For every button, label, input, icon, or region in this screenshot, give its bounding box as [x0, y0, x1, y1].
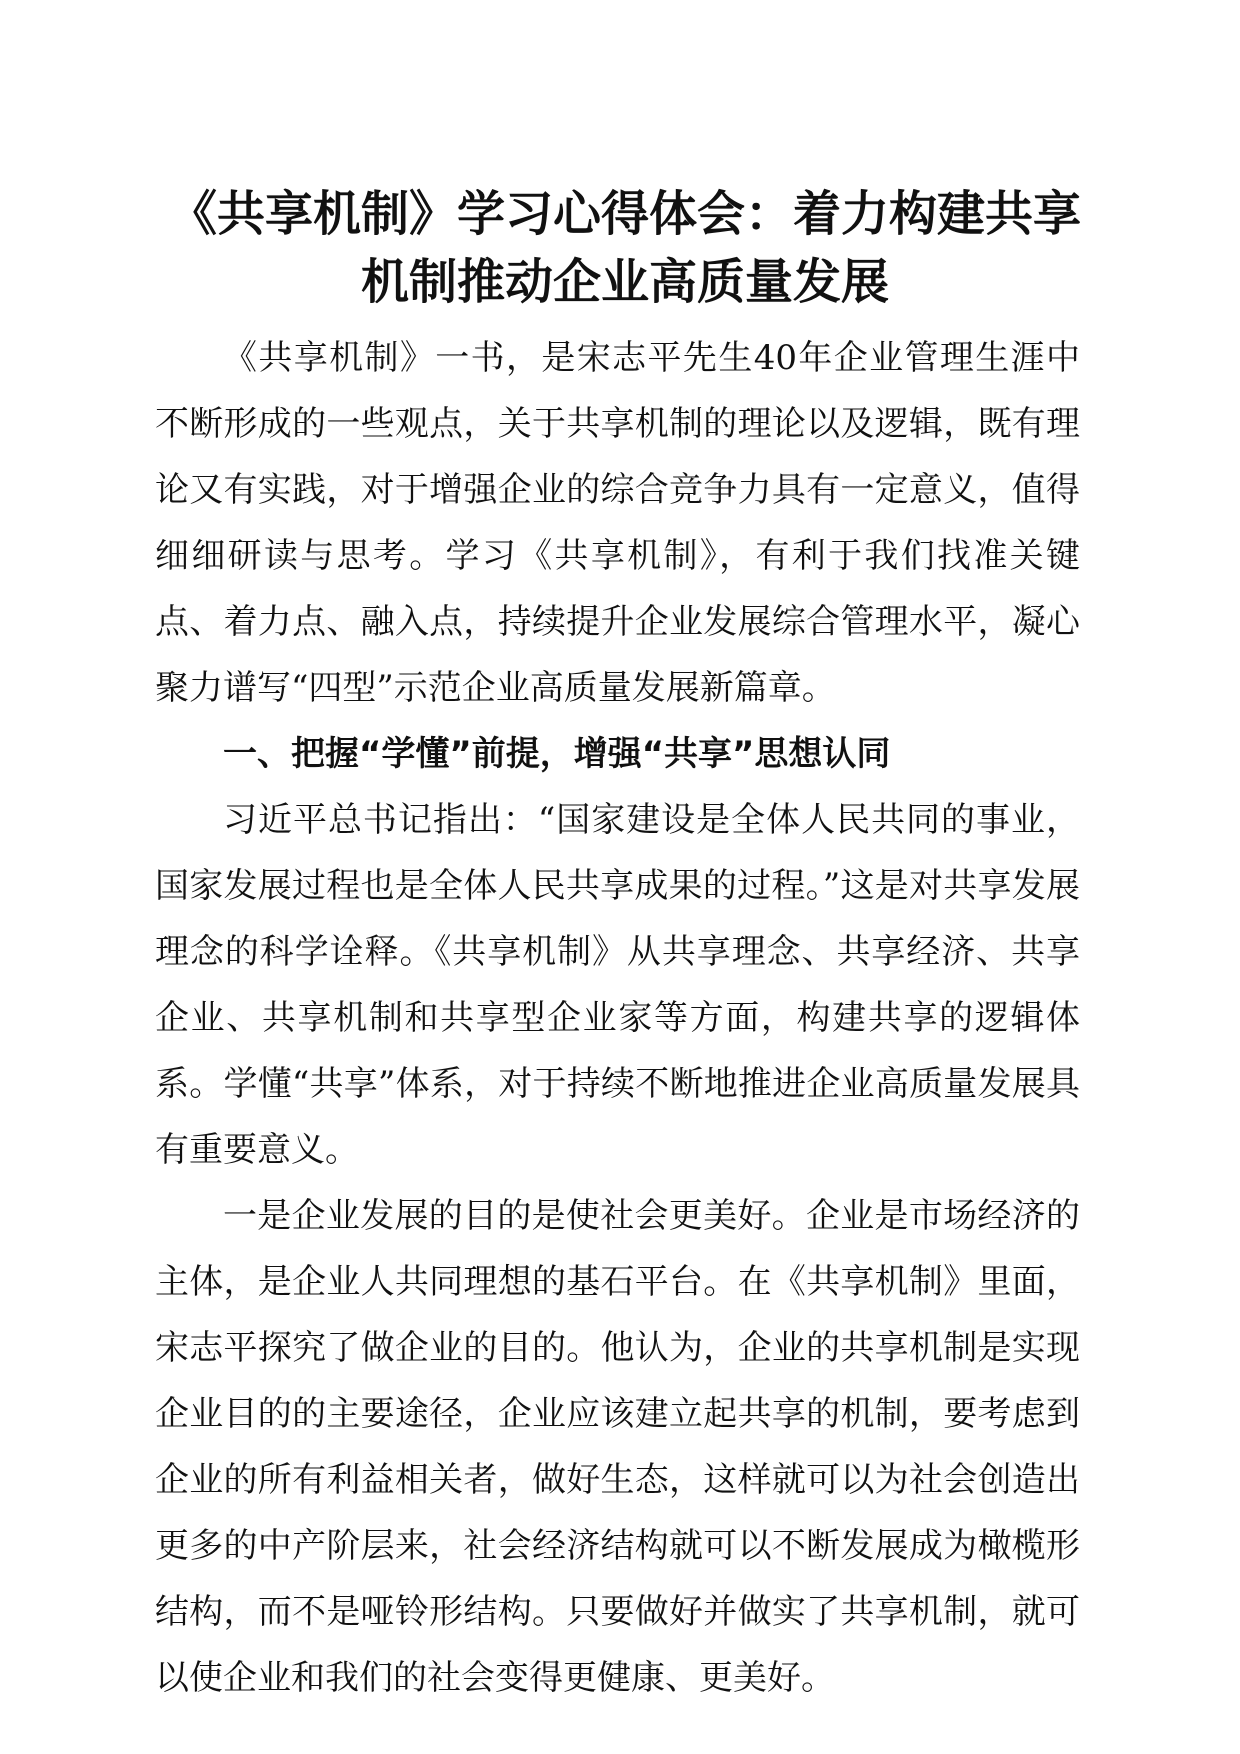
intro-paragraph: 《共享机制》一书，是宋志平先生40年企业管理生涯中不断形成的一些观点，关于共享机制的理论以及逻辑，既有理论又有实践，对于增强企业的综合竞争力具有一定意义，值得细细研读与思考。学习《共享机制》，有利于我们找准关键点、着力点、融入点，持续提升企业发展综合管理水平，凝心聚力谱写“四型”示范企业高质量发展新篇章。 — [155, 338, 1080, 708]
document-body — [155, 325, 1080, 1711]
document-title: 《共享机制》学习心得体会：着力构建共享机制推动企业高质量发展 — [168, 186, 1081, 310]
section-heading: 一、把握“学懂”前提，增强“共享”思想认同 — [223, 734, 891, 774]
body-paragraph: 一是企业发展的目的是使社会更美好。企业是市场经济的主体，是企业人共同理想的基石平台。在《共享机制》里面，宋志平探究了做企业的目的。他认为，企业的共享机制是实现企业目的的主要途径，企业应该建立起共享的机制，要考虑到企业的所有利益相关者，做好生态，这样就可以为社会创造出更多的中产阶层来，社会经济结构就可以不断发展成为橄榄形结构，而不是哑铃形结构。只要做好并做实了共享机制，就可以使企业和我们的社会变得更健康、更美好。 — [155, 1196, 1080, 1698]
body-paragraph: 习近平总书记指出：“国家建设是全体人民共同的事业，国家发展过程也是全体人民共享成果的过程。”这是对共享发展理念的科学诠释。《共享机制》从共享理念、共享经济、共享企业、共享机制和共享型企业家等方面，构建共享的逻辑体系。学懂“共享”体系，对于持续不断地推进企业高质量发展具有重要意义。 — [155, 800, 1080, 1170]
